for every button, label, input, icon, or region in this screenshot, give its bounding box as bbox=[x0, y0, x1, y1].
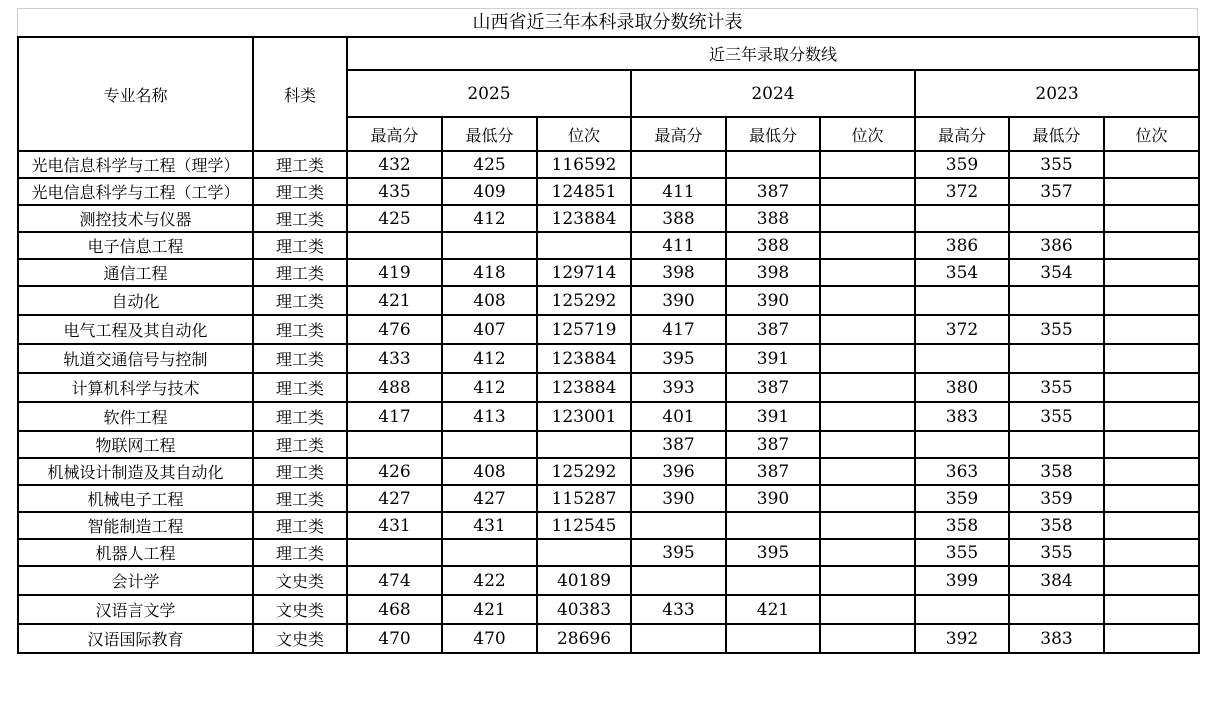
header-min: 最低分 bbox=[1009, 117, 1104, 151]
cell-y2024-min: 388 bbox=[726, 205, 820, 232]
cell-category: 理工类 bbox=[253, 232, 347, 259]
cell-major: 电气工程及其自动化 bbox=[18, 315, 253, 344]
table-row bbox=[18, 402, 1199, 431]
cell-y2024-rank bbox=[820, 566, 915, 595]
cell-y2023-max: 358 bbox=[915, 512, 1009, 539]
cell-y2024-max: 390 bbox=[631, 485, 726, 512]
cell-y2024-rank bbox=[820, 539, 915, 566]
cell-y2025-rank: 123884 bbox=[537, 205, 631, 232]
cell-y2025-rank bbox=[537, 232, 631, 259]
cell-y2024-rank bbox=[820, 595, 915, 624]
table-row bbox=[18, 458, 1199, 485]
cell-y2024-rank bbox=[820, 151, 915, 178]
cell-y2024-rank bbox=[820, 485, 915, 512]
cell-y2024-max bbox=[631, 566, 726, 595]
cell-category: 理工类 bbox=[253, 205, 347, 232]
cell-major: 智能制造工程 bbox=[18, 512, 253, 539]
cell-y2025-min: 412 bbox=[442, 373, 537, 402]
cell-y2025-rank: 115287 bbox=[537, 485, 631, 512]
cell-y2023-rank bbox=[1104, 566, 1199, 595]
cell-y2025-min: 425 bbox=[442, 151, 537, 178]
cell-y2023-max: 359 bbox=[915, 151, 1009, 178]
cell-y2023-rank bbox=[1104, 315, 1199, 344]
cell-category: 文史类 bbox=[253, 624, 347, 653]
table-row bbox=[18, 232, 1199, 259]
cell-y2023-max: 372 bbox=[915, 315, 1009, 344]
cell-y2025-min bbox=[442, 431, 537, 458]
cell-y2025-max: 427 bbox=[347, 485, 442, 512]
cell-y2023-rank bbox=[1104, 458, 1199, 485]
cell-y2024-rank bbox=[820, 512, 915, 539]
cell-category: 文史类 bbox=[253, 566, 347, 595]
cell-y2023-min: 359 bbox=[1009, 485, 1104, 512]
cell-y2025-rank: 28696 bbox=[537, 624, 631, 653]
header-rank: 位次 bbox=[820, 117, 915, 151]
cell-y2024-max: 395 bbox=[631, 344, 726, 373]
cell-y2023-max bbox=[915, 431, 1009, 458]
cell-y2024-min: 387 bbox=[726, 458, 820, 485]
table-row bbox=[18, 178, 1199, 205]
cell-y2023-min: 355 bbox=[1009, 373, 1104, 402]
score-table bbox=[17, 36, 1200, 654]
table-row bbox=[18, 431, 1199, 458]
cell-y2024-rank bbox=[820, 315, 915, 344]
cell-y2024-max: 411 bbox=[631, 232, 726, 259]
cell-y2023-min bbox=[1009, 205, 1104, 232]
cell-y2024-min bbox=[726, 512, 820, 539]
cell-y2023-rank bbox=[1104, 259, 1199, 286]
cell-y2023-rank bbox=[1104, 539, 1199, 566]
cell-y2025-rank: 125292 bbox=[537, 458, 631, 485]
cell-y2025-max: 431 bbox=[347, 512, 442, 539]
cell-major: 自动化 bbox=[18, 286, 253, 315]
cell-y2024-max: 395 bbox=[631, 539, 726, 566]
cell-y2024-min: 391 bbox=[726, 344, 820, 373]
cell-y2025-min: 418 bbox=[442, 259, 537, 286]
cell-y2023-rank bbox=[1104, 485, 1199, 512]
cell-y2023-max: 383 bbox=[915, 402, 1009, 431]
cell-y2023-rank bbox=[1104, 373, 1199, 402]
cell-y2024-min: 387 bbox=[726, 315, 820, 344]
cell-major: 会计学 bbox=[18, 566, 253, 595]
cell-y2025-rank: 125719 bbox=[537, 315, 631, 344]
cell-y2024-rank bbox=[820, 259, 915, 286]
cell-y2025-min: 413 bbox=[442, 402, 537, 431]
cell-y2024-rank bbox=[820, 431, 915, 458]
cell-y2024-max: 411 bbox=[631, 178, 726, 205]
cell-y2023-max bbox=[915, 595, 1009, 624]
cell-y2025-min: 408 bbox=[442, 458, 537, 485]
cell-y2023-min: 355 bbox=[1009, 151, 1104, 178]
header-year-2024: 2024 bbox=[631, 70, 915, 117]
cell-y2023-rank bbox=[1104, 151, 1199, 178]
cell-major: 物联网工程 bbox=[18, 431, 253, 458]
cell-y2025-max: 468 bbox=[347, 595, 442, 624]
header-category: 科类 bbox=[253, 37, 347, 151]
cell-y2025-max bbox=[347, 232, 442, 259]
cell-y2024-rank bbox=[820, 178, 915, 205]
cell-y2023-min: 358 bbox=[1009, 512, 1104, 539]
cell-y2024-max: 401 bbox=[631, 402, 726, 431]
cell-y2024-max bbox=[631, 151, 726, 178]
header-major: 专业名称 bbox=[18, 37, 253, 151]
cell-major: 计算机科学与技术 bbox=[18, 373, 253, 402]
cell-y2023-min: 358 bbox=[1009, 458, 1104, 485]
cell-category: 理工类 bbox=[253, 512, 347, 539]
cell-major: 软件工程 bbox=[18, 402, 253, 431]
cell-y2023-min: 354 bbox=[1009, 259, 1104, 286]
cell-y2025-max: 474 bbox=[347, 566, 442, 595]
cell-y2025-rank: 124851 bbox=[537, 178, 631, 205]
cell-category: 理工类 bbox=[253, 151, 347, 178]
cell-y2024-min: 387 bbox=[726, 373, 820, 402]
cell-y2025-rank: 123001 bbox=[537, 402, 631, 431]
table-row bbox=[18, 595, 1199, 624]
cell-y2024-max: 398 bbox=[631, 259, 726, 286]
cell-y2023-max: 363 bbox=[915, 458, 1009, 485]
cell-y2024-rank bbox=[820, 344, 915, 373]
header-min: 最低分 bbox=[726, 117, 820, 151]
cell-major: 光电信息科学与工程（理学） bbox=[18, 151, 253, 178]
cell-y2023-min: 383 bbox=[1009, 624, 1104, 653]
cell-y2025-min: 427 bbox=[442, 485, 537, 512]
cell-y2023-rank bbox=[1104, 205, 1199, 232]
cell-y2025-max: 425 bbox=[347, 205, 442, 232]
cell-y2023-rank bbox=[1104, 286, 1199, 315]
cell-y2023-max bbox=[915, 344, 1009, 373]
cell-y2024-max bbox=[631, 624, 726, 653]
cell-y2023-min: 384 bbox=[1009, 566, 1104, 595]
cell-y2025-max: 476 bbox=[347, 315, 442, 344]
cell-y2025-rank: 125292 bbox=[537, 286, 631, 315]
cell-y2025-max: 433 bbox=[347, 344, 442, 373]
cell-category: 理工类 bbox=[253, 402, 347, 431]
cell-y2024-min: 391 bbox=[726, 402, 820, 431]
table-row bbox=[18, 286, 1199, 315]
table-row bbox=[18, 539, 1199, 566]
cell-y2023-rank bbox=[1104, 402, 1199, 431]
cell-y2024-min: 388 bbox=[726, 232, 820, 259]
cell-major: 测控技术与仪器 bbox=[18, 205, 253, 232]
header-row-group bbox=[18, 37, 1199, 70]
cell-y2025-max bbox=[347, 539, 442, 566]
cell-category: 理工类 bbox=[253, 259, 347, 286]
cell-y2024-rank bbox=[820, 458, 915, 485]
cell-y2023-max bbox=[915, 205, 1009, 232]
cell-y2025-rank: 40189 bbox=[537, 566, 631, 595]
cell-y2023-min: 355 bbox=[1009, 402, 1104, 431]
table-row bbox=[18, 315, 1199, 344]
cell-y2023-rank bbox=[1104, 624, 1199, 653]
cell-y2023-max: 372 bbox=[915, 178, 1009, 205]
cell-major: 光电信息科学与工程（工学） bbox=[18, 178, 253, 205]
cell-y2023-min bbox=[1009, 286, 1104, 315]
cell-y2024-max: 388 bbox=[631, 205, 726, 232]
cell-y2025-max: 470 bbox=[347, 624, 442, 653]
table-body bbox=[18, 151, 1199, 653]
table-row bbox=[18, 485, 1199, 512]
cell-y2024-max: 417 bbox=[631, 315, 726, 344]
cell-y2024-max: 433 bbox=[631, 595, 726, 624]
cell-y2025-max: 419 bbox=[347, 259, 442, 286]
score-table-container bbox=[17, 8, 1198, 654]
cell-y2024-rank bbox=[820, 402, 915, 431]
cell-y2025-min: 412 bbox=[442, 344, 537, 373]
cell-y2023-max: 354 bbox=[915, 259, 1009, 286]
cell-major: 通信工程 bbox=[18, 259, 253, 286]
cell-category: 理工类 bbox=[253, 178, 347, 205]
cell-y2023-rank bbox=[1104, 431, 1199, 458]
table-row bbox=[18, 512, 1199, 539]
cell-y2025-min: 408 bbox=[442, 286, 537, 315]
cell-y2023-max: 399 bbox=[915, 566, 1009, 595]
cell-y2023-min: 357 bbox=[1009, 178, 1104, 205]
cell-y2023-rank bbox=[1104, 178, 1199, 205]
cell-y2025-max: 421 bbox=[347, 286, 442, 315]
header-max: 最高分 bbox=[347, 117, 442, 151]
cell-y2024-min: 390 bbox=[726, 485, 820, 512]
cell-y2024-min bbox=[726, 566, 820, 595]
cell-y2024-rank bbox=[820, 373, 915, 402]
cell-y2025-max: 435 bbox=[347, 178, 442, 205]
cell-y2025-rank bbox=[537, 539, 631, 566]
cell-category: 理工类 bbox=[253, 286, 347, 315]
cell-y2023-min: 355 bbox=[1009, 315, 1104, 344]
cell-y2025-min: 421 bbox=[442, 595, 537, 624]
table-title: 山西省近三年本科录取分数统计表 bbox=[17, 8, 1198, 36]
table-row bbox=[18, 566, 1199, 595]
header-rank: 位次 bbox=[1104, 117, 1199, 151]
table-row bbox=[18, 151, 1199, 178]
cell-y2024-min: 421 bbox=[726, 595, 820, 624]
cell-y2025-max: 417 bbox=[347, 402, 442, 431]
cell-y2025-max: 488 bbox=[347, 373, 442, 402]
cell-y2024-max: 390 bbox=[631, 286, 726, 315]
cell-y2023-rank bbox=[1104, 595, 1199, 624]
cell-y2025-min bbox=[442, 539, 537, 566]
cell-y2023-min bbox=[1009, 344, 1104, 373]
cell-y2024-rank bbox=[820, 232, 915, 259]
cell-y2024-max: 387 bbox=[631, 431, 726, 458]
cell-major: 轨道交通信号与控制 bbox=[18, 344, 253, 373]
cell-category: 理工类 bbox=[253, 458, 347, 485]
cell-category: 理工类 bbox=[253, 485, 347, 512]
cell-y2025-min: 407 bbox=[442, 315, 537, 344]
cell-y2023-min bbox=[1009, 595, 1104, 624]
cell-y2024-min bbox=[726, 151, 820, 178]
cell-y2023-rank bbox=[1104, 512, 1199, 539]
cell-y2025-rank bbox=[537, 431, 631, 458]
cell-y2025-min: 470 bbox=[442, 624, 537, 653]
cell-y2024-min: 395 bbox=[726, 539, 820, 566]
cell-y2025-rank: 112545 bbox=[537, 512, 631, 539]
cell-y2023-max: 355 bbox=[915, 539, 1009, 566]
cell-y2024-max bbox=[631, 512, 726, 539]
cell-y2024-max: 396 bbox=[631, 458, 726, 485]
cell-y2023-rank bbox=[1104, 232, 1199, 259]
cell-y2025-min: 409 bbox=[442, 178, 537, 205]
cell-category: 理工类 bbox=[253, 431, 347, 458]
cell-y2023-min: 355 bbox=[1009, 539, 1104, 566]
cell-y2025-max: 426 bbox=[347, 458, 442, 485]
cell-y2024-rank bbox=[820, 286, 915, 315]
cell-y2024-rank bbox=[820, 624, 915, 653]
header-max: 最高分 bbox=[631, 117, 726, 151]
cell-y2024-min: 398 bbox=[726, 259, 820, 286]
cell-y2024-min bbox=[726, 624, 820, 653]
cell-y2025-rank: 129714 bbox=[537, 259, 631, 286]
cell-category: 文史类 bbox=[253, 595, 347, 624]
cell-y2025-rank: 40383 bbox=[537, 595, 631, 624]
cell-category: 理工类 bbox=[253, 315, 347, 344]
cell-y2023-max: 359 bbox=[915, 485, 1009, 512]
cell-category: 理工类 bbox=[253, 539, 347, 566]
cell-y2024-min: 387 bbox=[726, 431, 820, 458]
cell-y2024-max: 393 bbox=[631, 373, 726, 402]
cell-category: 理工类 bbox=[253, 344, 347, 373]
header-year-2025: 2025 bbox=[347, 70, 631, 117]
table-row bbox=[18, 205, 1199, 232]
cell-y2025-min: 431 bbox=[442, 512, 537, 539]
cell-major: 电子信息工程 bbox=[18, 232, 253, 259]
cell-major: 汉语言文学 bbox=[18, 595, 253, 624]
cell-y2024-min: 390 bbox=[726, 286, 820, 315]
table-row bbox=[18, 624, 1199, 653]
header-year-2023: 2023 bbox=[915, 70, 1199, 117]
cell-y2023-max: 392 bbox=[915, 624, 1009, 653]
cell-y2025-rank: 123884 bbox=[537, 344, 631, 373]
cell-y2023-min bbox=[1009, 431, 1104, 458]
table-row bbox=[18, 259, 1199, 286]
cell-y2025-min: 422 bbox=[442, 566, 537, 595]
cell-y2023-min: 386 bbox=[1009, 232, 1104, 259]
cell-major: 机械设计制造及其自动化 bbox=[18, 458, 253, 485]
cell-y2025-rank: 116592 bbox=[537, 151, 631, 178]
cell-major: 机械电子工程 bbox=[18, 485, 253, 512]
table-row bbox=[18, 344, 1199, 373]
cell-y2025-max: 432 bbox=[347, 151, 442, 178]
cell-y2024-min: 387 bbox=[726, 178, 820, 205]
cell-y2024-rank bbox=[820, 205, 915, 232]
header-max: 最高分 bbox=[915, 117, 1009, 151]
cell-y2025-rank: 123884 bbox=[537, 373, 631, 402]
cell-major: 机器人工程 bbox=[18, 539, 253, 566]
cell-y2023-max bbox=[915, 286, 1009, 315]
cell-y2023-max: 380 bbox=[915, 373, 1009, 402]
cell-y2023-rank bbox=[1104, 344, 1199, 373]
cell-y2025-min bbox=[442, 232, 537, 259]
cell-y2023-max: 386 bbox=[915, 232, 1009, 259]
header-rank: 位次 bbox=[537, 117, 631, 151]
cell-y2025-min: 412 bbox=[442, 205, 537, 232]
header-group: 近三年录取分数线 bbox=[347, 37, 1199, 70]
table-row bbox=[18, 373, 1199, 402]
cell-y2025-max bbox=[347, 431, 442, 458]
cell-major: 汉语国际教育 bbox=[18, 624, 253, 653]
header-min: 最低分 bbox=[442, 117, 537, 151]
cell-category: 理工类 bbox=[253, 373, 347, 402]
